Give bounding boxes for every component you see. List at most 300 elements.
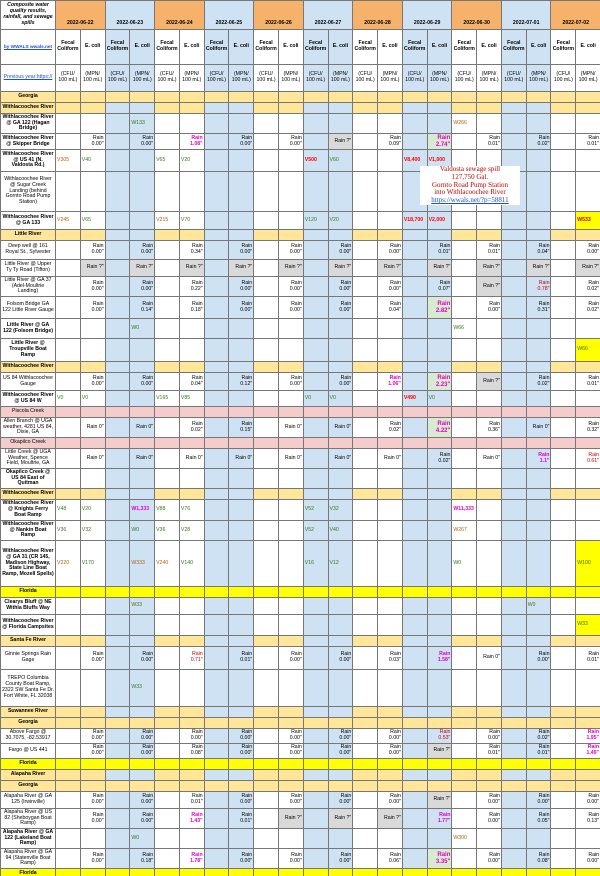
reading-cell[interactable] [229,615,254,636]
reading-cell[interactable] [501,647,526,670]
reading-cell[interactable]: Rain 0" [477,647,502,670]
reading-cell[interactable] [501,373,526,391]
reading-cell[interactable]: Rain 0.01" [477,134,502,150]
reading-cell[interactable]: V220 [56,541,81,587]
reading-cell[interactable] [254,598,279,615]
reading-cell[interactable] [278,469,303,489]
reading-cell[interactable] [452,134,477,150]
reading-cell[interactable] [551,134,576,150]
reading-cell[interactable]: Rain 0.01" [576,647,600,670]
reading-cell[interactable]: Rain ?" [427,744,452,759]
reading-cell[interactable]: Rain 1.95" [576,729,600,744]
reading-cell[interactable] [551,729,576,744]
reading-cell[interactable]: Rain 0.00" [278,744,303,759]
reading-cell[interactable]: Rain 0.02" [378,418,403,438]
reading-cell[interactable] [576,319,600,339]
reading-cell[interactable]: Rain 0.00" [80,134,105,150]
reading-cell[interactable]: Rain 0.00" [526,647,551,670]
reading-cell[interactable]: Rain 0.00" [229,744,254,759]
reading-cell[interactable] [477,521,502,541]
reading-cell[interactable] [353,541,378,587]
reading-cell[interactable]: Rain 0.13" [576,809,600,829]
reading-cell[interactable] [526,615,551,636]
reading-cell[interactable] [229,541,254,587]
reading-cell[interactable]: Rain 0.00" [130,809,155,829]
reading-cell[interactable]: Rain 0.00" [80,241,105,260]
reading-cell[interactable] [105,297,130,319]
reading-cell[interactable] [105,729,130,744]
reading-cell[interactable] [328,172,353,212]
reading-cell[interactable] [229,500,254,521]
reading-cell[interactable]: Rain 0.00" [378,792,403,809]
site-label[interactable]: Above Fargo @ 30.7075, -82.53917 [1,729,56,744]
reading-cell[interactable] [80,339,105,362]
reading-cell[interactable] [378,469,403,489]
reading-cell[interactable] [353,792,378,809]
reading-cell[interactable] [254,615,279,636]
reading-cell[interactable] [80,469,105,489]
site-label[interactable]: Withlacoochee River @ Nankin Boat Ramp [1,521,56,541]
reading-cell[interactable]: Rain 0.00" [229,729,254,744]
reading-cell[interactable] [179,598,204,615]
reading-cell[interactable] [303,849,328,869]
reading-cell[interactable] [56,418,81,438]
reading-cell[interactable] [452,297,477,319]
reading-cell[interactable]: V1,000 [427,150,452,172]
reading-cell[interactable] [402,114,427,134]
reading-cell[interactable]: Rain 0.00" [576,849,600,869]
reading-cell[interactable]: V28 [179,521,204,541]
reading-cell[interactable] [452,373,477,391]
reading-cell[interactable] [254,729,279,744]
reading-cell[interactable] [254,114,279,134]
reading-cell[interactable] [452,670,477,707]
reading-cell[interactable] [278,598,303,615]
reading-cell[interactable] [105,260,130,277]
site-label[interactable]: Deep well @ 161 Royal St., Sylvester [1,241,56,260]
reading-cell[interactable] [378,212,403,230]
reading-cell[interactable] [551,297,576,319]
site-label[interactable]: Withlacoochee River @ US 41 (N. Valdosta Rd.) [1,150,56,172]
reading-cell[interactable] [378,319,403,339]
reading-cell[interactable] [56,449,81,469]
reading-cell[interactable] [501,729,526,744]
reading-cell[interactable]: Rain 0.09" [378,134,403,150]
reading-cell[interactable] [402,469,427,489]
reading-cell[interactable] [452,241,477,260]
reading-cell[interactable] [501,449,526,469]
reading-cell[interactable] [229,598,254,615]
reading-cell[interactable] [452,418,477,438]
reading-cell[interactable] [551,541,576,587]
reading-cell[interactable]: Rain 0.12" [229,373,254,391]
reading-cell[interactable] [56,373,81,391]
date-header[interactable]: 2022-06-27 [303,1,353,30]
reading-cell[interactable]: Rain 0" [526,418,551,438]
reading-cell[interactable]: Rain ?" [229,260,254,277]
reading-cell[interactable]: V65 [80,212,105,230]
reading-cell[interactable] [80,829,105,849]
reading-cell[interactable]: Rain 0.04" [179,373,204,391]
reading-cell[interactable] [204,521,229,541]
reading-cell[interactable] [452,391,477,407]
reading-cell[interactable] [155,729,180,744]
reading-cell[interactable]: Rain 0.04" [526,241,551,260]
reading-cell[interactable] [402,449,427,469]
reading-cell[interactable] [303,449,328,469]
reading-cell[interactable] [452,469,477,489]
reading-cell[interactable] [501,241,526,260]
date-header[interactable]: 2022-06-29 [402,1,452,30]
reading-cell[interactable] [254,150,279,172]
reading-cell[interactable]: Rain 0.02" [526,373,551,391]
reading-cell[interactable] [155,339,180,362]
reading-cell[interactable] [303,134,328,150]
reading-cell[interactable] [278,172,303,212]
reading-cell[interactable] [254,134,279,150]
reading-cell[interactable] [229,339,254,362]
reading-cell[interactable]: Rain 0" [229,449,254,469]
reading-cell[interactable]: Rain 0.01" [576,134,600,150]
reading-cell[interactable] [378,598,403,615]
reading-cell[interactable] [353,114,378,134]
reading-cell[interactable] [501,829,526,849]
reading-cell[interactable]: Rain 0.18" [179,297,204,319]
reading-cell[interactable] [56,114,81,134]
reading-cell[interactable]: V32 [328,500,353,521]
reading-cell[interactable] [155,172,180,212]
reading-cell[interactable] [501,297,526,319]
reading-cell[interactable] [477,598,502,615]
reading-cell[interactable] [402,729,427,744]
reading-cell[interactable] [452,277,477,297]
reading-cell[interactable]: Rain 0" [179,449,204,469]
reading-cell[interactable] [56,241,81,260]
reading-cell[interactable] [576,670,600,707]
reading-cell[interactable]: Rain 0.00" [328,277,353,297]
reading-cell[interactable] [328,615,353,636]
reading-cell[interactable] [204,849,229,869]
reading-cell[interactable] [179,615,204,636]
reading-cell[interactable]: W266 [452,114,477,134]
reading-cell[interactable] [427,541,452,587]
reading-cell[interactable]: Rain 0" [80,418,105,438]
reading-cell[interactable] [204,615,229,636]
reading-cell[interactable]: Rain 0.34" [179,241,204,260]
reading-cell[interactable]: V0 [56,391,81,407]
reading-cell[interactable] [56,647,81,670]
reading-cell[interactable]: V40 [80,150,105,172]
reading-cell[interactable]: W0 [452,541,477,587]
reading-cell[interactable]: V170 [80,541,105,587]
reading-cell[interactable] [526,150,551,172]
reading-cell[interactable] [204,469,229,489]
site-label[interactable]: Withlacoochee River @ Sugar Creek Landing (behind Gornto Road Pump Station) [1,172,56,212]
reading-cell[interactable] [501,391,526,407]
reading-cell[interactable] [254,297,279,319]
reading-cell[interactable] [477,114,502,134]
reading-cell[interactable] [353,469,378,489]
reading-cell[interactable]: V36 [155,521,180,541]
reading-cell[interactable] [155,829,180,849]
reading-cell[interactable]: Rain 0.03" [378,647,403,670]
reading-cell[interactable] [278,319,303,339]
reading-cell[interactable]: V48 [56,500,81,521]
reading-cell[interactable] [402,615,427,636]
reading-cell[interactable] [526,521,551,541]
reading-cell[interactable] [56,670,81,707]
reading-cell[interactable]: Rain 0.00" [278,647,303,670]
site-label[interactable]: Withlacoochee River @ GA 31 (CR 145, Madison Highway, State Line Boat Ramp, Mozell Spells) [1,541,56,587]
reading-cell[interactable] [501,744,526,759]
reading-cell[interactable] [328,469,353,489]
reading-cell[interactable] [378,391,403,407]
reading-cell[interactable]: Rain 0.22" [179,277,204,297]
reading-cell[interactable] [501,469,526,489]
reading-cell[interactable]: Rain 1.08" [179,134,204,150]
reading-cell[interactable]: Rain ?" [576,260,600,277]
reading-cell[interactable] [80,670,105,707]
reading-cell[interactable] [452,849,477,869]
reading-cell[interactable]: Rain ?" [477,260,502,277]
corner-link[interactable]: by WWALS wwals.net [1,30,56,65]
reading-cell[interactable]: V40 [328,521,353,541]
reading-cell[interactable] [105,114,130,134]
reading-cell[interactable] [80,172,105,212]
site-label[interactable]: Withlacoochee River @ Florida Campsites [1,615,56,636]
reading-cell[interactable] [254,744,279,759]
reading-cell[interactable] [402,500,427,521]
reading-cell[interactable] [402,598,427,615]
reading-cell[interactable] [254,670,279,707]
date-header[interactable]: 2022-06-28 [353,1,403,30]
reading-cell[interactable] [452,449,477,469]
reading-cell[interactable]: V0 [80,391,105,407]
site-label[interactable]: Alapaha River @ GA 94 (Statenville Boat Ramp) [1,849,56,869]
reading-cell[interactable]: V18,700 [402,212,427,230]
reading-cell[interactable] [204,260,229,277]
reading-cell[interactable] [204,172,229,212]
reading-cell[interactable]: V70 [179,212,204,230]
reading-cell[interactable] [179,172,204,212]
reading-cell[interactable]: Rain 1.58" [427,647,452,670]
reading-cell[interactable] [402,670,427,707]
reading-cell[interactable]: Rain 0.00" [278,792,303,809]
reading-cell[interactable]: Rain 0.15" [229,418,254,438]
reading-cell[interactable]: Rain 0.00" [130,134,155,150]
reading-cell[interactable] [278,500,303,521]
reading-cell[interactable] [551,809,576,829]
reading-cell[interactable] [353,150,378,172]
reading-cell[interactable] [526,670,551,707]
date-header[interactable]: 2022-06-26 [254,1,304,30]
reading-cell[interactable] [501,260,526,277]
reading-cell[interactable]: W0 [130,319,155,339]
reading-cell[interactable]: V0 [328,391,353,407]
reading-cell[interactable] [229,212,254,230]
reading-cell[interactable] [378,172,403,212]
reading-cell[interactable] [179,829,204,849]
reading-cell[interactable] [278,615,303,636]
reading-cell[interactable]: Rain 0.04" [378,297,403,319]
reading-cell[interactable]: Rain ?" [526,260,551,277]
reading-cell[interactable]: Rain 0.08" [526,849,551,869]
reading-cell[interactable] [353,212,378,230]
reading-cell[interactable] [105,172,130,212]
reading-cell[interactable]: W0 [526,598,551,615]
reading-cell[interactable]: V165 [155,391,180,407]
reading-cell[interactable]: Rain 0" [378,449,403,469]
reading-cell[interactable]: V76 [179,500,204,521]
reading-cell[interactable]: Rain ?" [328,809,353,829]
reading-cell[interactable] [155,241,180,260]
reading-cell[interactable] [254,241,279,260]
reading-cell[interactable] [303,744,328,759]
reading-cell[interactable]: Rain 0.06" [378,849,403,869]
reading-cell[interactable]: Rain 0.00" [130,277,155,297]
site-label[interactable]: Withlacoochee River @ GA 122 (Hagan Bridge) [1,114,56,134]
reading-cell[interactable] [501,277,526,297]
reading-cell[interactable] [278,670,303,707]
reading-cell[interactable] [378,500,403,521]
reading-cell[interactable] [254,172,279,212]
reading-cell[interactable] [551,521,576,541]
site-label[interactable]: Little River @ GA 122 (Folsom Bridge) [1,319,56,339]
reading-cell[interactable]: Rain 0.00" [278,241,303,260]
reading-cell[interactable] [105,150,130,172]
reading-cell[interactable] [254,277,279,297]
reading-cell[interactable] [56,469,81,489]
reading-cell[interactable] [130,172,155,212]
reading-cell[interactable] [105,212,130,230]
reading-cell[interactable] [551,212,576,230]
reading-cell[interactable] [402,792,427,809]
reading-cell[interactable] [353,319,378,339]
reading-cell[interactable]: Rain 0.00" [229,134,254,150]
site-label[interactable]: Alapaha River @ US 82 (Sheboygan Boat Ramp) [1,809,56,829]
reading-cell[interactable] [56,319,81,339]
reading-cell[interactable] [56,729,81,744]
reading-cell[interactable] [179,339,204,362]
reading-cell[interactable] [105,744,130,759]
reading-cell[interactable] [427,114,452,134]
reading-cell[interactable] [229,150,254,172]
site-label[interactable]: TREPO Columbia County Boat Ramp, 2322 SW Santa Fe Dr. Fort White, FL 32038 [1,670,56,707]
reading-cell[interactable] [427,598,452,615]
reading-cell[interactable] [353,339,378,362]
reading-cell[interactable] [105,134,130,150]
reading-cell[interactable]: Rain 0.00" [229,241,254,260]
reading-cell[interactable]: W1,333 [130,500,155,521]
reading-cell[interactable]: Rain 0" [328,449,353,469]
reading-cell[interactable] [204,297,229,319]
reading-cell[interactable] [402,418,427,438]
reading-cell[interactable]: Rain 0.00" [80,647,105,670]
reading-cell[interactable]: V20 [179,150,204,172]
reading-cell[interactable]: V2,000 [427,212,452,230]
reading-cell[interactable] [501,134,526,150]
reading-cell[interactable] [303,809,328,829]
reading-cell[interactable] [278,541,303,587]
reading-cell[interactable]: Rain 0.00" [328,792,353,809]
reading-cell[interactable] [551,615,576,636]
reading-cell[interactable] [551,241,576,260]
reading-cell[interactable] [56,260,81,277]
reading-cell[interactable]: V32 [80,521,105,541]
reading-cell[interactable] [353,500,378,521]
reading-cell[interactable] [452,809,477,829]
reading-cell[interactable] [254,541,279,587]
reading-cell[interactable] [328,829,353,849]
reading-cell[interactable] [576,114,600,134]
reading-cell[interactable]: Rain ?" [328,134,353,150]
reading-cell[interactable]: V85 [179,391,204,407]
reading-cell[interactable] [526,391,551,407]
reading-cell[interactable] [501,212,526,230]
reading-cell[interactable] [402,260,427,277]
reading-cell[interactable]: Rain 0.01" [229,809,254,829]
reading-cell[interactable]: Rain 0" [278,449,303,469]
site-label[interactable]: US 84 Withlacoochee Gauge [1,373,56,391]
reading-cell[interactable] [353,391,378,407]
reading-cell[interactable] [378,114,403,134]
reading-cell[interactable] [576,172,600,212]
reading-cell[interactable]: W33 [130,598,155,615]
reading-cell[interactable] [179,114,204,134]
reading-cell[interactable]: Rain 0.02" [576,297,600,319]
reading-cell[interactable] [452,744,477,759]
reading-cell[interactable] [105,418,130,438]
reading-cell[interactable] [105,319,130,339]
reading-cell[interactable]: Rain 2.74" [427,134,452,150]
reading-cell[interactable] [204,647,229,670]
reading-cell[interactable] [576,829,600,849]
reading-cell[interactable] [551,172,576,212]
reading-cell[interactable] [303,114,328,134]
reading-cell[interactable]: Rain 1.77" [427,809,452,829]
reading-cell[interactable]: Rain 0.00" [278,729,303,744]
reading-cell[interactable] [501,319,526,339]
reading-cell[interactable] [353,134,378,150]
reading-cell[interactable]: Rain 0.00" [328,373,353,391]
reading-cell[interactable] [229,319,254,339]
reading-cell[interactable]: Rain 0.00" [80,729,105,744]
reading-cell[interactable] [303,792,328,809]
reading-cell[interactable]: Rain 0" [328,418,353,438]
reading-cell[interactable]: Rain 0.00" [130,792,155,809]
reading-cell[interactable]: Rain ?" [179,260,204,277]
reading-cell[interactable] [402,241,427,260]
reading-cell[interactable]: Rain 0.00" [80,277,105,297]
reading-cell[interactable]: Rain 0.02" [526,134,551,150]
reading-cell[interactable]: Rain 0.36" [477,418,502,438]
reading-cell[interactable] [501,598,526,615]
reading-cell[interactable] [501,418,526,438]
date-header[interactable]: 2022-06-25 [204,1,254,30]
reading-cell[interactable] [303,277,328,297]
reading-cell[interactable] [328,114,353,134]
reading-cell[interactable]: Rain 0.00" [80,849,105,869]
reading-cell[interactable] [402,521,427,541]
reading-cell[interactable] [105,792,130,809]
reading-cell[interactable]: Rain 0.00" [80,809,105,829]
reading-cell[interactable]: Rain 0.00" [229,792,254,809]
reading-cell[interactable] [551,373,576,391]
reading-cell[interactable]: W0 [130,521,155,541]
reading-cell[interactable] [155,598,180,615]
reading-cell[interactable] [130,212,155,230]
date-header[interactable]: 2022-06-24 [155,1,205,30]
